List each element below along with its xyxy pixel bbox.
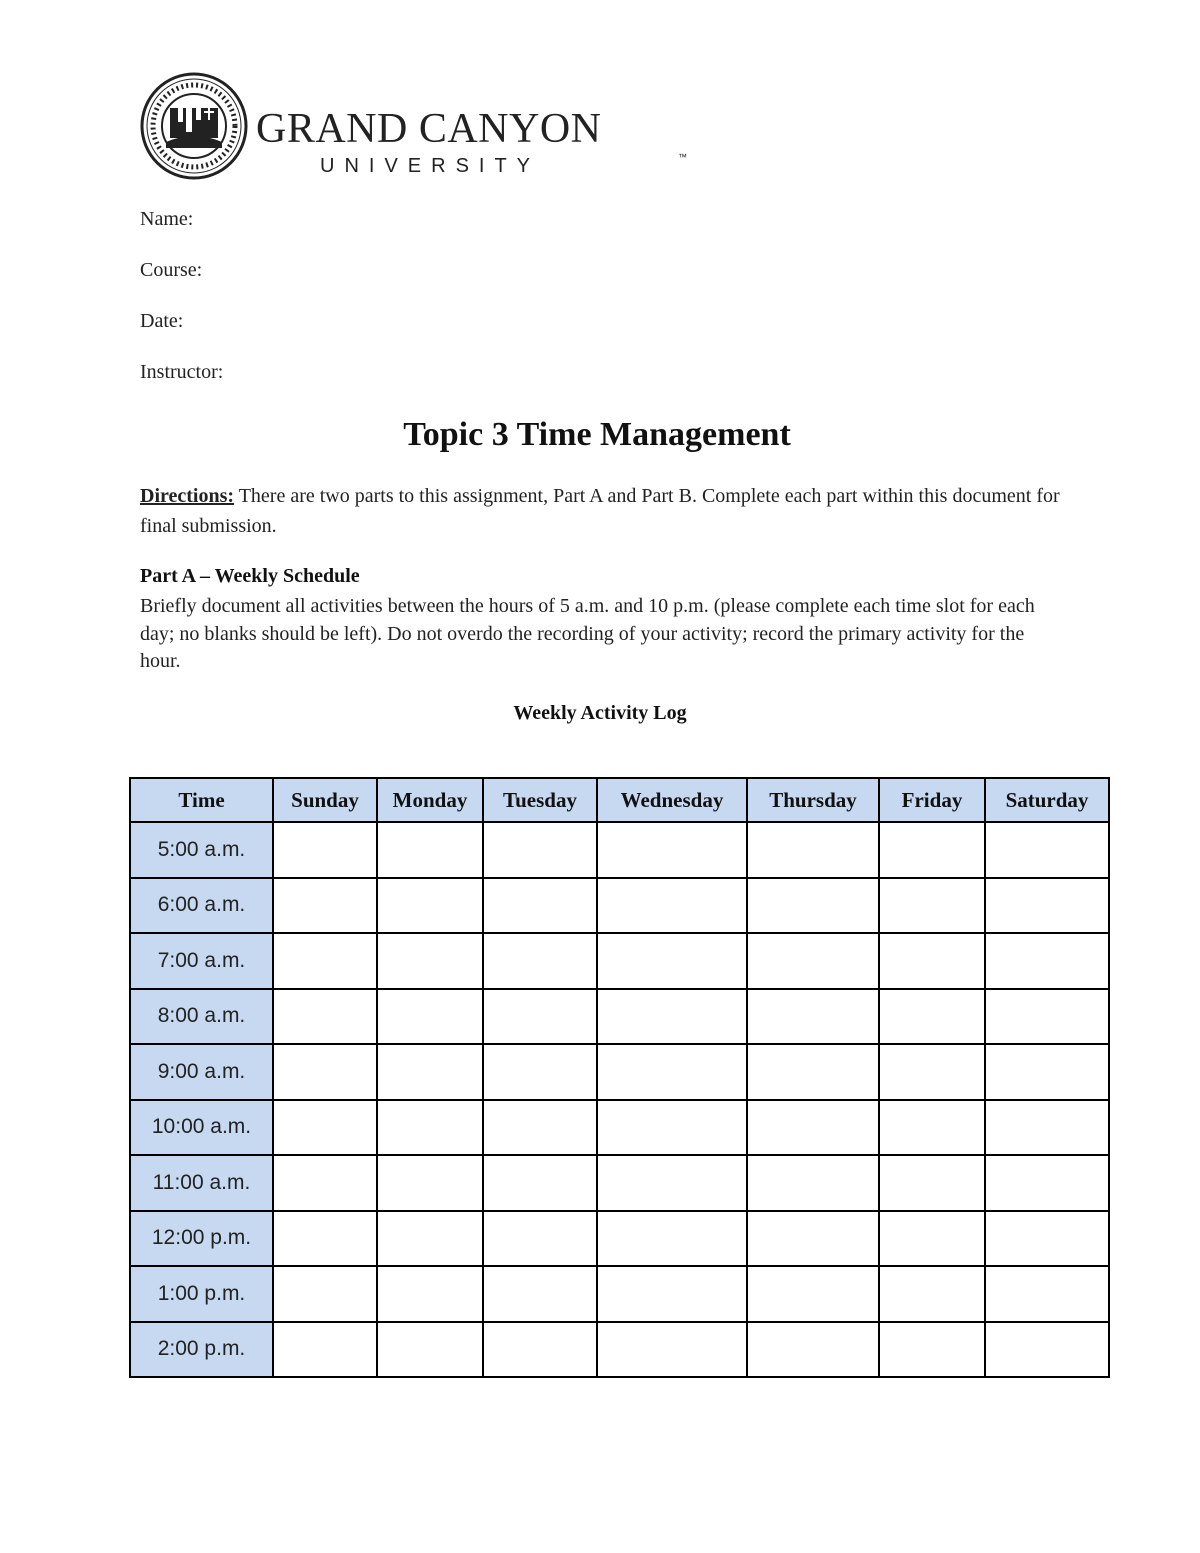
activity-cell-tuesday[interactable] [483,1211,597,1267]
header-monday: Monday [377,778,483,822]
activity-cell-wednesday[interactable] [597,878,747,934]
instructor-field-label: Instructor: [140,361,224,383]
activity-cell-thursday[interactable] [747,878,879,934]
activity-cell-friday[interactable] [879,1211,985,1267]
activity-cell-wednesday[interactable] [597,1100,747,1156]
activity-cell-saturday[interactable] [985,1266,1109,1322]
logo-subtitle: UNIVERSITY [320,155,541,177]
time-slot-label: 12:00 p.m. [130,1211,273,1267]
activity-cell-tuesday[interactable] [483,989,597,1045]
activity-cell-wednesday[interactable] [597,1211,747,1267]
activity-cell-thursday[interactable] [747,1100,879,1156]
directions-paragraph [140,481,1070,541]
part-a-instructions: Briefly document all activities between the hours of 5 a.m. and 10 p.m. (please complete each time slot for each day; no blanks should be left). Do not overdo the recording of your activity; record the primary activity for the hour. [140,595,1035,672]
activity-cell-tuesday[interactable] [483,1322,597,1378]
activity-cell-thursday[interactable] [747,1211,879,1267]
part-a-heading: Part A – Weekly Schedule [140,565,360,587]
activity-cell-tuesday[interactable] [483,1044,597,1100]
table-row [130,1322,1109,1378]
activity-cell-friday[interactable] [879,1266,985,1322]
table-row [130,933,1109,989]
activity-cell-sunday[interactable] [273,1322,377,1378]
date-field-label: Date: [140,310,184,332]
header-tuesday: Tuesday [483,778,597,822]
activity-cell-saturday[interactable] [985,1100,1109,1156]
header-friday: Friday [879,778,985,822]
logo-trademark: ™ [678,152,687,162]
activity-cell-thursday[interactable] [747,1322,879,1378]
directions-text: There are two parts to this assignment, Part A and Part B. Complete each part within this document for final submission. [140,485,1060,537]
time-slot-label: 1:00 p.m. [130,1266,273,1322]
activity-cell-saturday[interactable] [985,878,1109,934]
activity-cell-friday[interactable] [879,1322,985,1378]
activity-cell-saturday[interactable] [985,1155,1109,1211]
name-field-label: Name: [140,208,194,230]
activity-cell-monday[interactable] [377,878,483,934]
table-row [130,1044,1109,1100]
activity-cell-saturday[interactable] [985,822,1109,878]
activity-cell-sunday[interactable] [273,822,377,878]
time-slot-label: 6:00 a.m. [130,878,273,934]
activity-cell-wednesday[interactable] [597,933,747,989]
activity-cell-sunday[interactable] [273,933,377,989]
activity-cell-tuesday[interactable] [483,1100,597,1156]
header-wednesday: Wednesday [597,778,747,822]
activity-cell-monday[interactable] [377,1044,483,1100]
activity-cell-thursday[interactable] [747,1266,879,1322]
table-caption: Weekly Activity Log [513,702,687,724]
document-title: Topic 3 Time Management [403,416,791,453]
activity-cell-friday[interactable] [879,989,985,1045]
activity-cell-saturday[interactable] [985,1044,1109,1100]
activity-cell-thursday[interactable] [747,1155,879,1211]
activity-cell-thursday[interactable] [747,1044,879,1100]
activity-cell-thursday[interactable] [747,989,879,1045]
directions-label: Directions: [140,485,235,507]
activity-cell-sunday[interactable] [273,1211,377,1267]
table-row [130,1266,1109,1322]
table-row [130,878,1109,934]
course-field-label: Course: [140,259,203,281]
activity-cell-tuesday[interactable] [483,933,597,989]
time-slot-label: 11:00 a.m. [130,1155,273,1211]
activity-cell-friday[interactable] [879,822,985,878]
activity-cell-monday[interactable] [377,1155,483,1211]
activity-cell-wednesday[interactable] [597,1155,747,1211]
table-header-row [130,778,1109,822]
table-row [130,822,1109,878]
activity-cell-sunday[interactable] [273,989,377,1045]
activity-cell-tuesday[interactable] [483,878,597,934]
activity-cell-sunday[interactable] [273,1100,377,1156]
activity-cell-friday[interactable] [879,1044,985,1100]
activity-cell-wednesday[interactable] [597,1266,747,1322]
activity-cell-saturday[interactable] [985,933,1109,989]
table-row [130,1211,1109,1267]
header-sunday: Sunday [273,778,377,822]
time-slot-label: 10:00 a.m. [130,1100,273,1156]
activity-cell-thursday[interactable] [747,933,879,989]
time-slot-label: 9:00 a.m. [130,1044,273,1100]
activity-cell-monday[interactable] [377,1100,483,1156]
activity-cell-tuesday[interactable] [483,822,597,878]
time-slot-label: 5:00 a.m. [130,822,273,878]
activity-cell-tuesday[interactable] [483,1266,597,1322]
activity-cell-friday[interactable] [879,878,985,934]
table-row [130,1100,1109,1156]
university-logo [140,72,687,182]
activity-cell-friday[interactable] [879,933,985,989]
activity-cell-sunday[interactable] [273,1266,377,1322]
time-slot-label: 2:00 p.m. [130,1322,273,1378]
activity-cell-sunday[interactable] [273,1155,377,1211]
activity-cell-tuesday[interactable] [483,1155,597,1211]
activity-cell-saturday[interactable] [985,989,1109,1045]
activity-cell-wednesday[interactable] [597,822,747,878]
university-seal-icon [140,72,248,180]
activity-cell-monday[interactable] [377,822,483,878]
activity-cell-monday[interactable] [377,1266,483,1322]
activity-cell-wednesday[interactable] [597,1322,747,1378]
activity-cell-saturday[interactable] [985,1211,1109,1267]
activity-cell-monday[interactable] [377,1322,483,1378]
weekly-activity-log-table [129,777,1110,1378]
activity-cell-friday[interactable] [879,1100,985,1156]
activity-cell-saturday[interactable] [985,1322,1109,1378]
activity-cell-wednesday[interactable] [597,989,747,1045]
table-row [130,1155,1109,1211]
activity-cell-thursday[interactable] [747,822,879,878]
time-slot-label: 8:00 a.m. [130,989,273,1045]
activity-cell-monday[interactable] [377,989,483,1045]
logo-wordmark: GRAND CANYON [256,106,602,152]
activity-cell-monday[interactable] [377,933,483,989]
header-time: Time [130,778,273,822]
activity-cell-monday[interactable] [377,1211,483,1267]
header-saturday: Saturday [985,778,1109,822]
activity-cell-sunday[interactable] [273,878,377,934]
table-row [130,989,1109,1045]
activity-cell-friday[interactable] [879,1155,985,1211]
activity-cell-sunday[interactable] [273,1044,377,1100]
time-slot-label: 7:00 a.m. [130,933,273,989]
activity-cell-wednesday[interactable] [597,1044,747,1100]
header-thursday: Thursday [747,778,879,822]
